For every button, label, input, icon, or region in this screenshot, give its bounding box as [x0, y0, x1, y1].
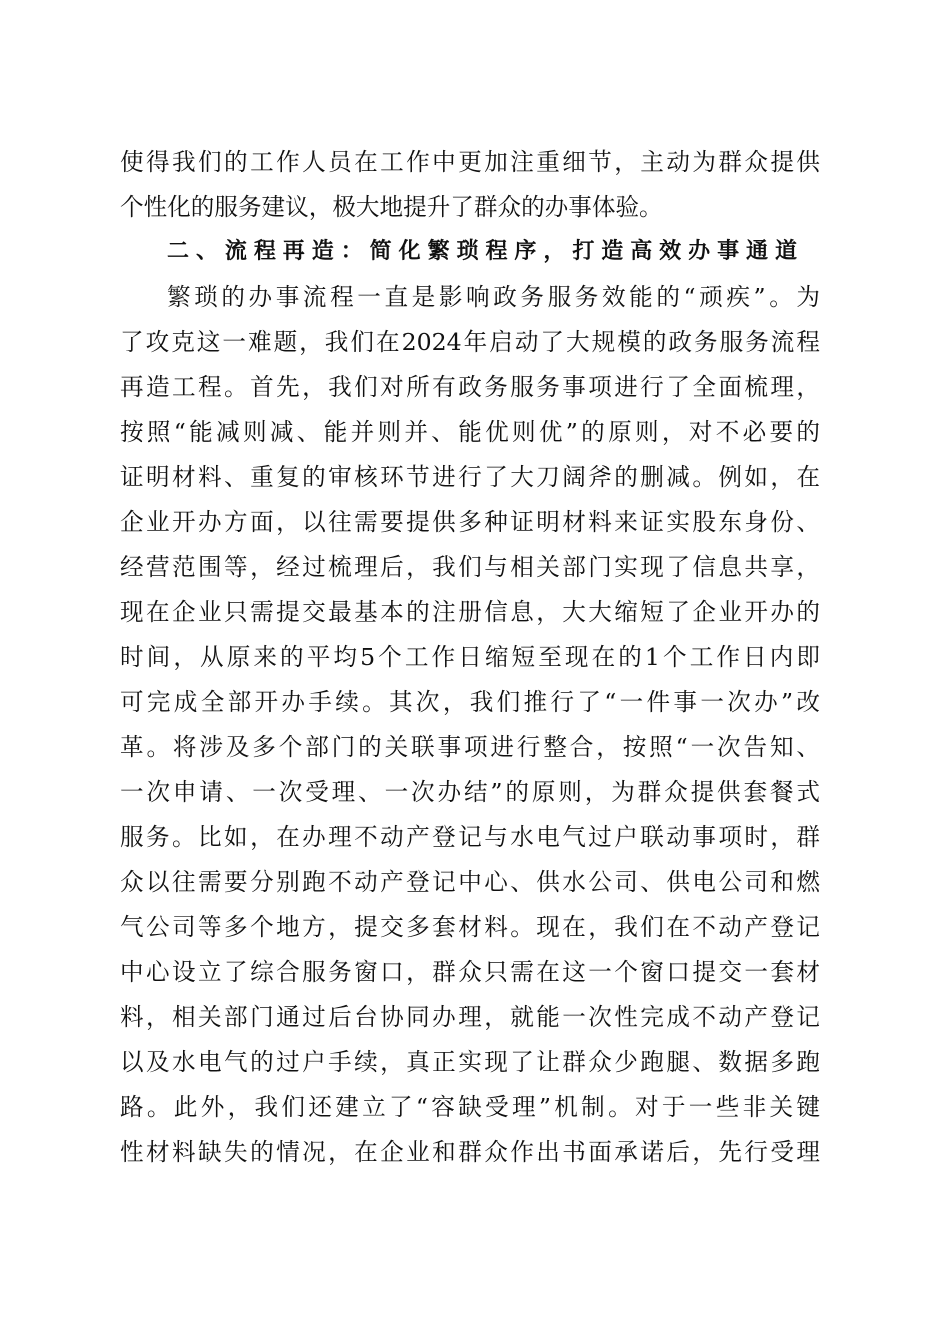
body-text-line: 了攻克这一难题，我们在2024年启动了大规模的政务服务流程 — [120, 328, 820, 356]
body-text-line: 再造工程。首先，我们对所有政务服务事项进行了全面梳理， — [120, 373, 820, 401]
body-text-line: 证明材料、重复的审核环节进行了大刀阔斧的删减。例如，在 — [120, 463, 820, 491]
body-text-line: 以及水电气的过户手续，真正实现了让群众少跑腿、数据多跑 — [120, 1048, 820, 1076]
body-text-line: 气公司等多个地方，提交多套材料。现在，我们在不动产登记 — [120, 913, 820, 941]
body-text-line: 中心设立了综合服务窗口，群众只需在这一个窗口提交一套材 — [120, 958, 820, 986]
body-text-line: 一次申请、一次受理、一次办结”的原则，为群众提供套餐式 — [120, 778, 820, 806]
section-heading: 二、流程再造：简化繁琐程序，打造高效办事通道 — [167, 239, 797, 264]
body-text-line: 性材料缺失的情况，在企业和群众作出书面承诺后，先行受理 — [120, 1138, 820, 1166]
body-text-line: 繁琐的办事流程一直是影响政务服务效能的“顽疾”。为 — [167, 283, 820, 311]
body-text-line: 路。此外，我们还建立了“容缺受理”机制。对于一些非关键 — [120, 1093, 820, 1121]
body-text-line: 现在企业只需提交最基本的注册信息，大大缩短了企业开办的 — [120, 598, 820, 626]
body-text-line: 料，相关部门通过后台协同办理，就能一次性完成不动产登记 — [120, 1003, 820, 1031]
body-text-line: 众以往需要分别跑不动产登记中心、供水公司、供电公司和燃 — [120, 868, 820, 896]
body-text-line: 个性化的服务建议，极大地提升了群众的办事体验。 — [120, 193, 663, 221]
body-text-line: 可完成全部开办手续。其次，我们推行了“一件事一次办”改 — [120, 688, 820, 716]
body-text-line: 经营范围等，经过梳理后，我们与相关部门实现了信息共享， — [120, 553, 820, 581]
body-text-line: 时间，从原来的平均5个工作日缩短至现在的1个工作日内即 — [120, 643, 820, 671]
body-text-line: 革。将涉及多个部门的关联事项进行整合，按照“一次告知、 — [120, 733, 820, 761]
body-text-line: 使得我们的工作人员在工作中更加注重细节，主动为群众提供 — [120, 148, 820, 176]
body-text-line: 企业开办方面，以往需要提供多种证明材料来证实股东身份、 — [120, 508, 820, 536]
body-text-line: 按照“能减则减、能并则并、能优则优”的原则，对不必要的 — [120, 418, 820, 446]
body-text-line: 服务。比如，在办理不动产登记与水电气过户联动事项时，群 — [120, 823, 820, 851]
